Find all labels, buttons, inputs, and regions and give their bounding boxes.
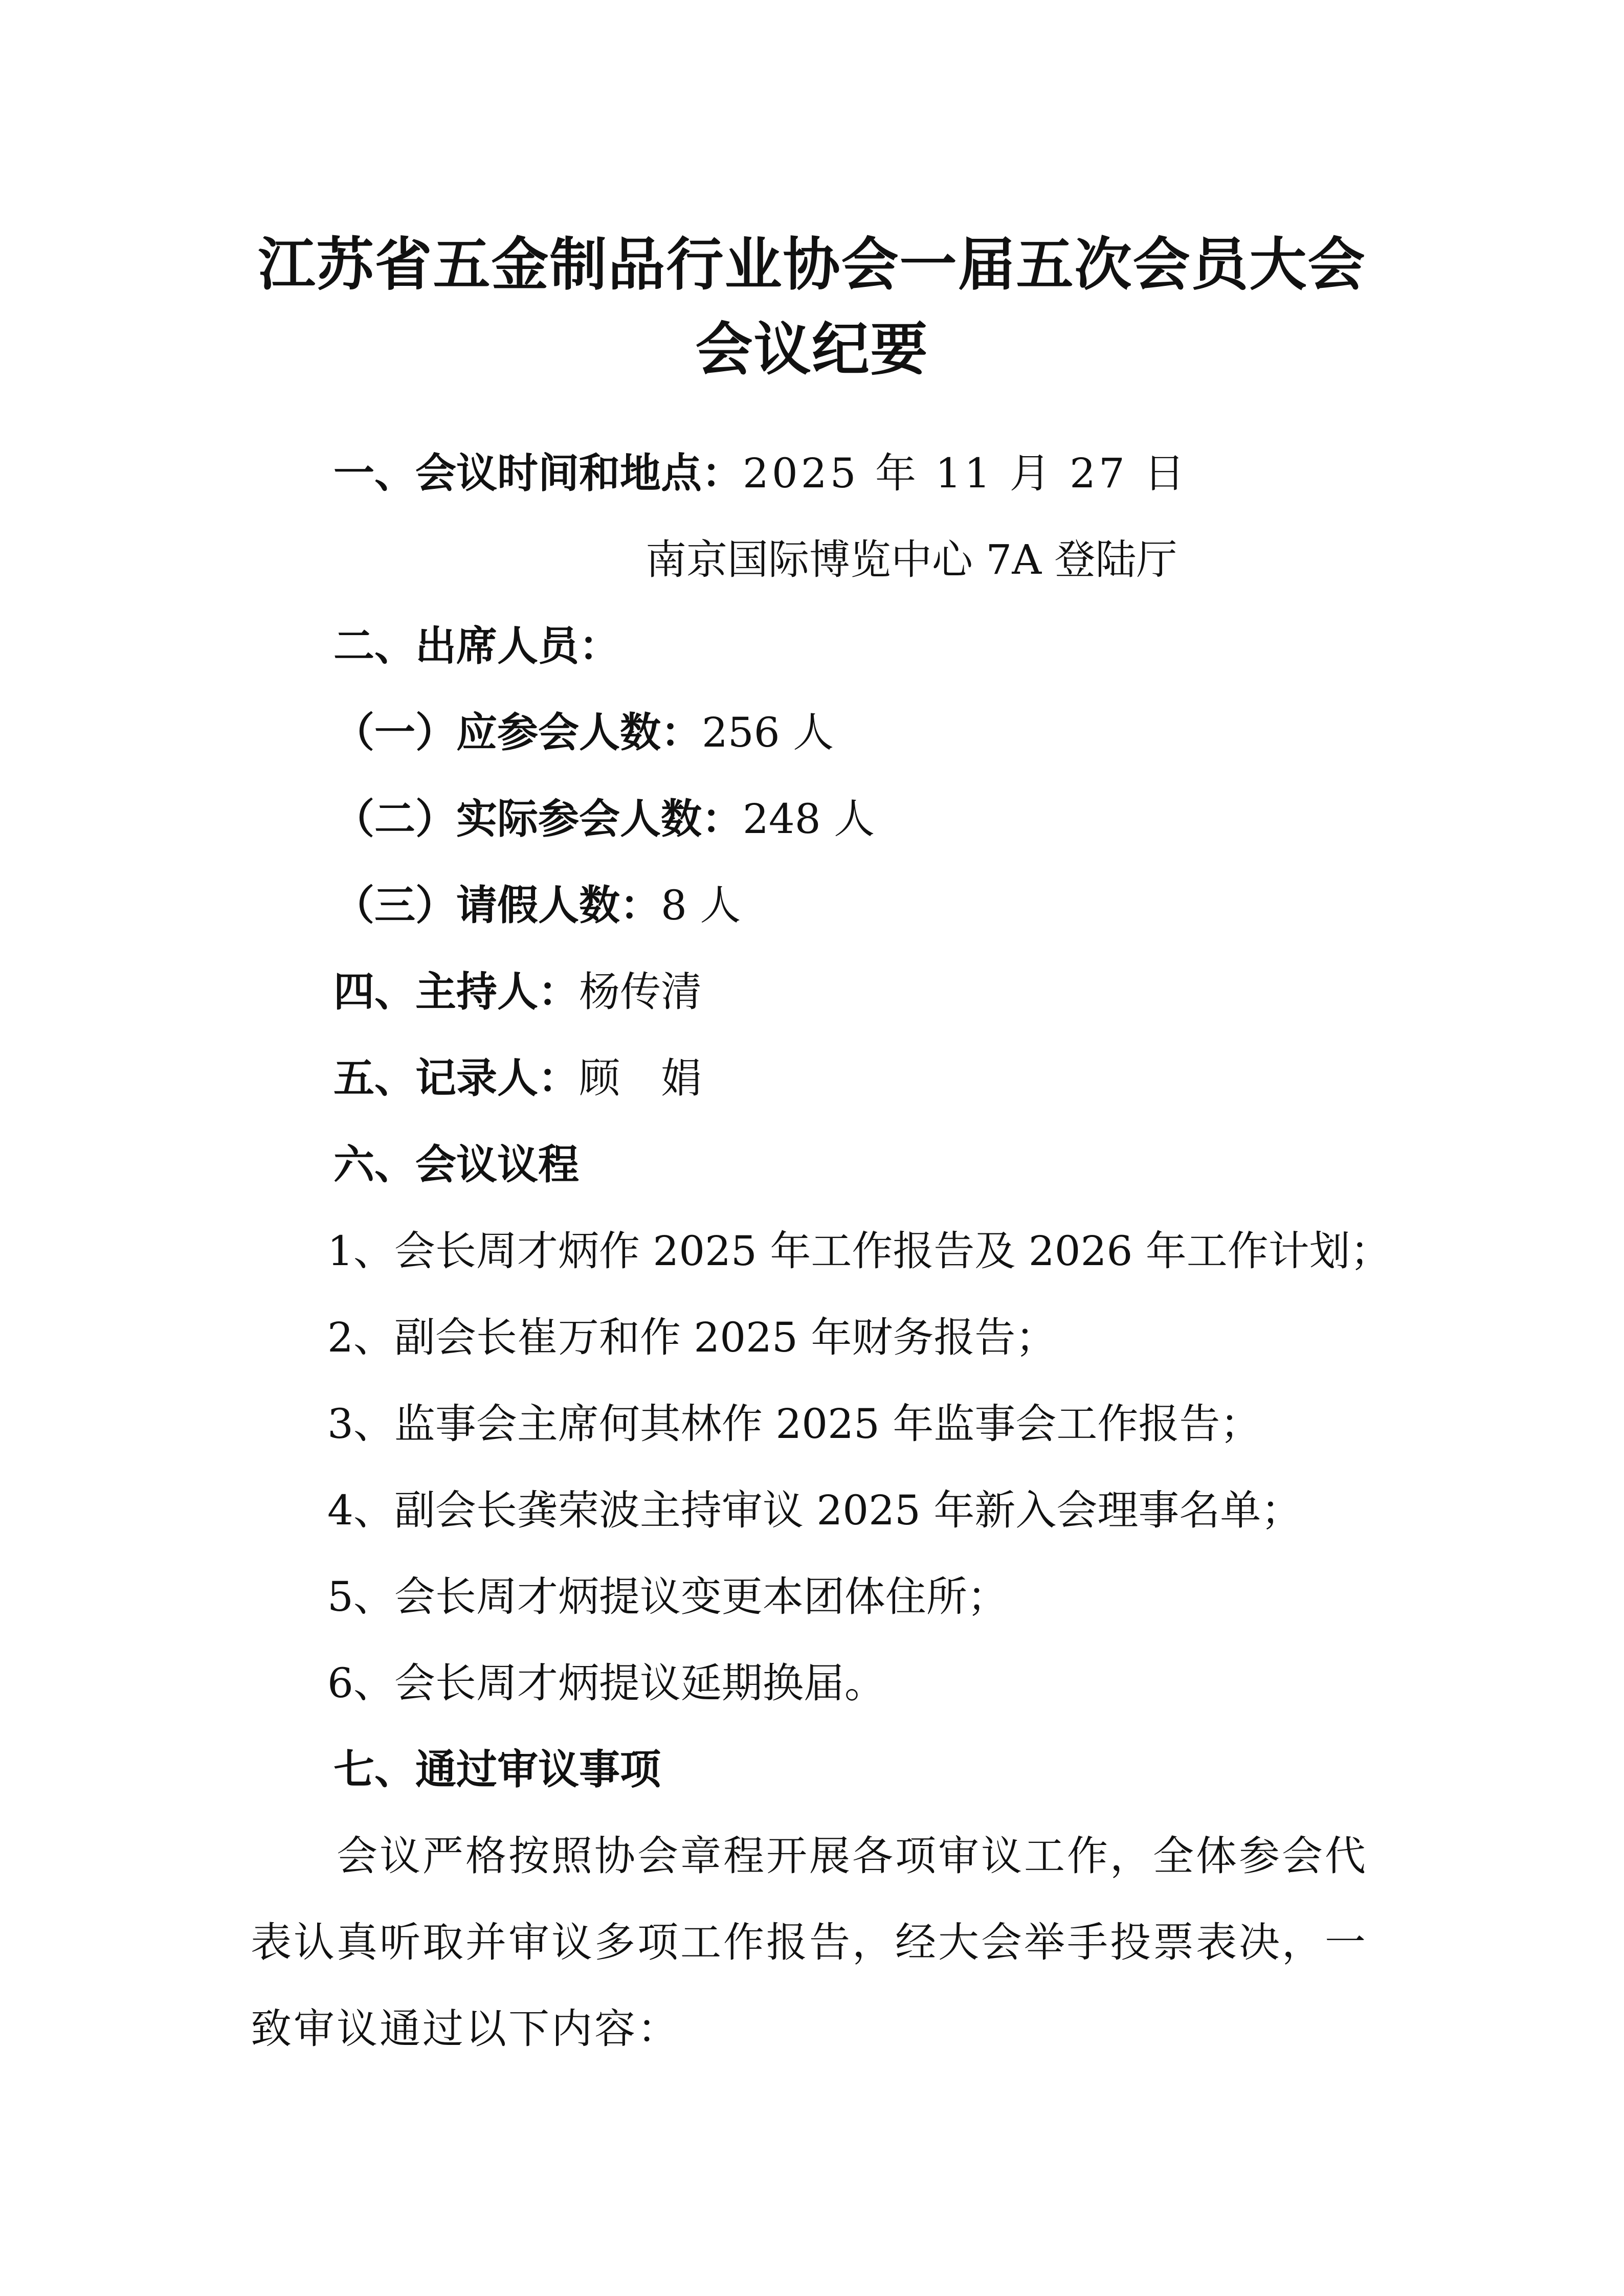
- agenda-item: 5、会长周才炳提议变更本团体住所；: [327, 1573, 1008, 1620]
- agenda-item: 6、会长周才炳提议延期换届。: [327, 1659, 885, 1707]
- host-name: 杨传清: [579, 968, 702, 1016]
- section-attendees-label: 二、出席人员：: [333, 622, 620, 670]
- attendees-leave: [333, 882, 741, 929]
- attendees-actual: [333, 795, 875, 843]
- agenda-item: 3、监事会主席何其林作 2025 年监事会工作报告；: [327, 1400, 1261, 1448]
- document-title-line2: 会议纪要: [695, 317, 929, 383]
- attendees-expected: [333, 709, 834, 756]
- attendees-leave-label: （三）请假人数：: [333, 882, 661, 929]
- resolutions-paragraph-line: 致审议通过以下内容：: [251, 2005, 680, 2053]
- meeting-place: 南京国际博览中心 7A 登陆厅: [646, 536, 1177, 583]
- recorder-name: 顾 娟: [579, 1054, 702, 1102]
- resolutions-paragraph-line: 表认真听取并审议多项工作报告，经大会举手投票表决，一: [251, 1919, 1368, 1966]
- meeting-date: 2025 年 11 月 27 日: [743, 449, 1188, 497]
- section-host-label: 四、主持人：: [333, 968, 579, 1016]
- section-recorder-label: 五、记录人：: [333, 1054, 579, 1102]
- attendees-expected-label: （一）应参会人数：: [333, 709, 702, 756]
- agenda-item: 4、副会长龚荣波主持审议 2025 年新入会理事名单；: [327, 1487, 1302, 1534]
- section-meeting-time: [333, 449, 1188, 497]
- section-recorder: [333, 1054, 702, 1102]
- attendees-leave-value: 8 人: [661, 882, 741, 929]
- document-title-line1: 江苏省五金制品行业协会一届五次会员大会: [258, 232, 1366, 298]
- section-meeting-time-label: 一、会议时间和地点：: [333, 449, 743, 497]
- attendees-actual-label: （二）实际参会人数：: [333, 795, 743, 843]
- attendees-expected-value: 256 人: [702, 709, 834, 756]
- agenda-item: 1、会长周才炳作 2025 年工作报告及 2026 年工作计划；: [327, 1227, 1391, 1275]
- section-resolutions-label: 七、通过审议事项: [333, 1746, 661, 1793]
- section-host: [333, 968, 702, 1016]
- agenda-item: 2、副会长崔万和作 2025 年财务报告；: [327, 1314, 1057, 1361]
- section-agenda-label: 六、会议议程: [333, 1141, 579, 1188]
- attendees-actual-value: 248 人: [743, 795, 875, 843]
- resolutions-paragraph-line: 会议严格按照协会章程开展各项审议工作，全体参会代: [337, 1832, 1368, 1880]
